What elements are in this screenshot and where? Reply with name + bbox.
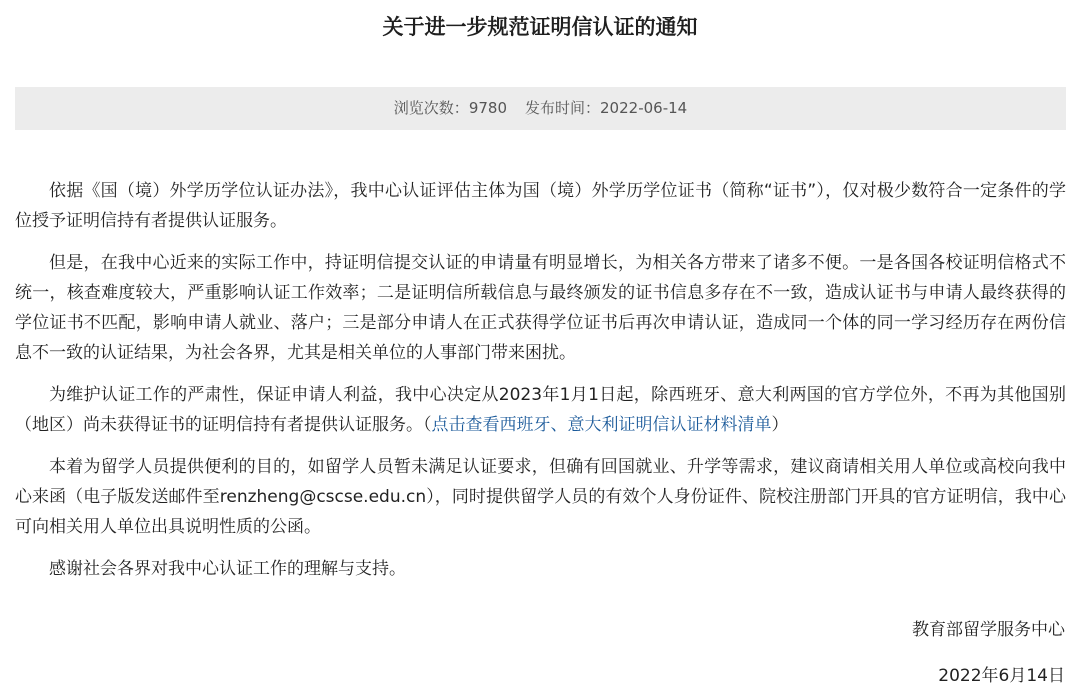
issuer-signature: 教育部留学服务中心 [912,620,1065,640]
paragraph-guidance: 本着为留学人员提供便利的目的，如留学人员暂未满足认证要求，但确有回国就业、升学等需求，建议商请相关用人单位或高校向我中心来函（电子版发送邮件至renzheng@cscse.edu.cn），同时提供留学人员的有效个人身份证件、院校注册部门开具的官方证明信，我中心可向相关用人单位出具说明性质的公函。 [15,457,1066,537]
paragraph-thanks: 感谢社会各界对我中心认证工作的理解与支持。 [49,559,406,579]
article-meta-bar [15,87,1066,130]
views-count: 9780 [468,99,507,117]
paragraph-basis: 依据《国（境）外学历学位认证办法》，我中心认证评估主体为国（境）外学历学位证书（简称“证书”），仅对极少数符合一定条件的学位授予证明信持有者提供认证服务。 [15,181,1066,231]
decision-text: 为维护认证工作的严肃性，保证申请人利益，我中心决定从2023年1月1日起，除西班牙、意大利两国的官方学位外，不再为其他国别（地区）尚未获得证书的证明信持有者提供认证服务。（ [15,385,1066,435]
issue-date: 2022年6月14日 [938,666,1065,686]
views-label: 浏览次数： [393,99,469,117]
materials-list-link[interactable]: 点击查看西班牙、意大利证明信认证材料清单 [431,415,772,435]
paragraph-decision [15,380,1066,440]
article-body [15,176,1066,596]
published-label: 发布时间： [525,99,601,117]
decision-close-paren: ） [771,415,789,435]
page-title: 关于进一步规范证明信认证的通知 [382,15,698,39]
paragraph-problems: 但是，在我中心近来的实际工作中，持证明信提交认证的申请量有明显增长，为相关各方带来了诸多不便。一是各国各校证明信格式不统一，核查难度较大，严重影响认证工作效率；二是证明信所载信息与最终颁发的证书信息多存在不一致，造成认证书与申请人最终获得的学位证书不匹配，影响申请人就业、落户；三是部分申请人在正式获得学位证书后再次申请认证，造成同一个体的同一学习经历存在两份信息不一致的认证结果，为社会各界，尤其是相关单位的人事部门带来困扰。 [15,253,1066,363]
published-date: 2022-06-14 [600,99,688,117]
